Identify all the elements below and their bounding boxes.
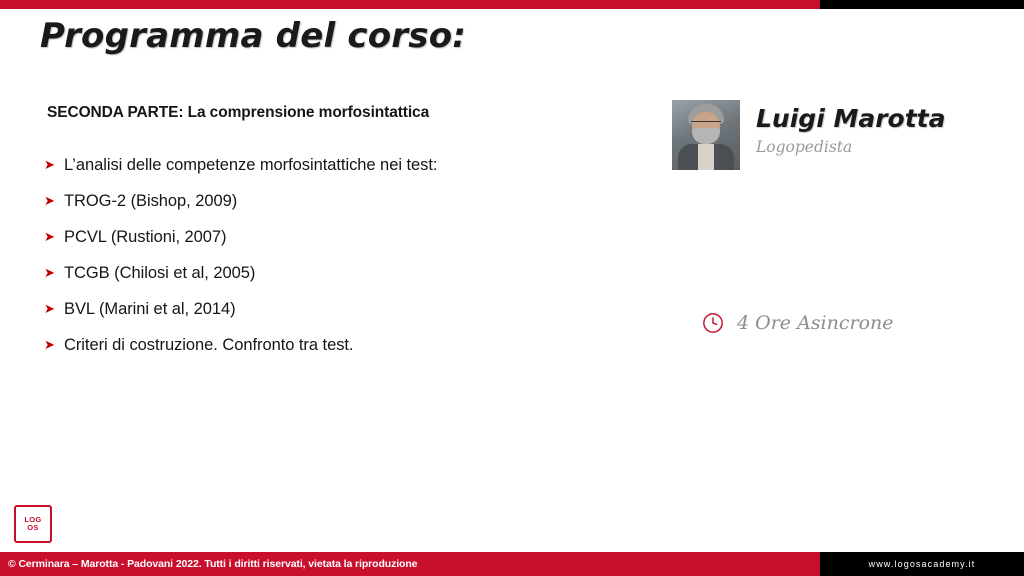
page-title: Programma del corso:	[40, 16, 467, 56]
top-bar-black-segment	[820, 0, 1024, 9]
speaker-role: Logopedista	[756, 138, 853, 156]
logo-text	[16, 507, 50, 541]
arrow-bullet-icon: ➤	[44, 157, 55, 172]
section-subtitle: SECONDA PARTE: La comprensione morfosintattica	[47, 104, 430, 121]
speaker-name: Luigi Marotta	[756, 104, 946, 133]
list-item-label: PCVL (Rustioni, 2007)	[64, 228, 227, 246]
list-item	[44, 155, 604, 175]
footer-bar	[0, 552, 1024, 576]
list-item-label: TCGB (Chilosi et al, 2005)	[64, 264, 256, 282]
logo-line-2: OS	[27, 523, 39, 532]
list-item	[44, 227, 604, 247]
list-item	[44, 335, 604, 355]
list-item	[44, 299, 604, 319]
avatar-shirt	[698, 144, 714, 170]
footer-website-area	[820, 552, 1024, 576]
speaker-block	[672, 100, 946, 170]
arrow-bullet-icon: ➤	[44, 193, 55, 208]
list-item-label: L’analisi delle competenze morfosintattiche nei test:	[64, 156, 438, 174]
logo-line-1: LOG	[24, 515, 42, 524]
list-item-label: Criteri di costruzione. Confronto tra test.	[64, 336, 354, 354]
bullet-list	[44, 155, 604, 371]
clock-icon	[702, 312, 724, 334]
list-item-label: BVL (Marini et al, 2014)	[64, 300, 236, 318]
top-bar-red-segment	[0, 0, 820, 9]
list-item-label: TROG-2 (Bishop, 2009)	[64, 192, 238, 210]
arrow-bullet-icon: ➤	[44, 229, 55, 244]
duration-label: 4 Ore Asincrone	[737, 312, 894, 334]
arrow-bullet-icon: ➤	[44, 337, 55, 352]
arrow-bullet-icon: ➤	[44, 265, 55, 280]
speaker-meta	[756, 100, 946, 156]
list-item	[44, 191, 604, 211]
footer-website-text: www.logosacademy.it	[868, 559, 976, 569]
arrow-bullet-icon: ➤	[44, 301, 55, 316]
avatar-glasses	[691, 121, 721, 129]
logo	[14, 505, 52, 543]
footer-copyright-area	[0, 552, 820, 576]
footer-copyright-text: © Cerminara – Marotta - Padovani 2022. Tutti i diritti riservati, vietata la riproduzione	[8, 558, 418, 570]
duration-block	[702, 312, 894, 334]
avatar-beard	[692, 128, 720, 144]
list-item	[44, 263, 604, 283]
top-accent-bar	[0, 0, 1024, 9]
avatar	[672, 100, 740, 170]
